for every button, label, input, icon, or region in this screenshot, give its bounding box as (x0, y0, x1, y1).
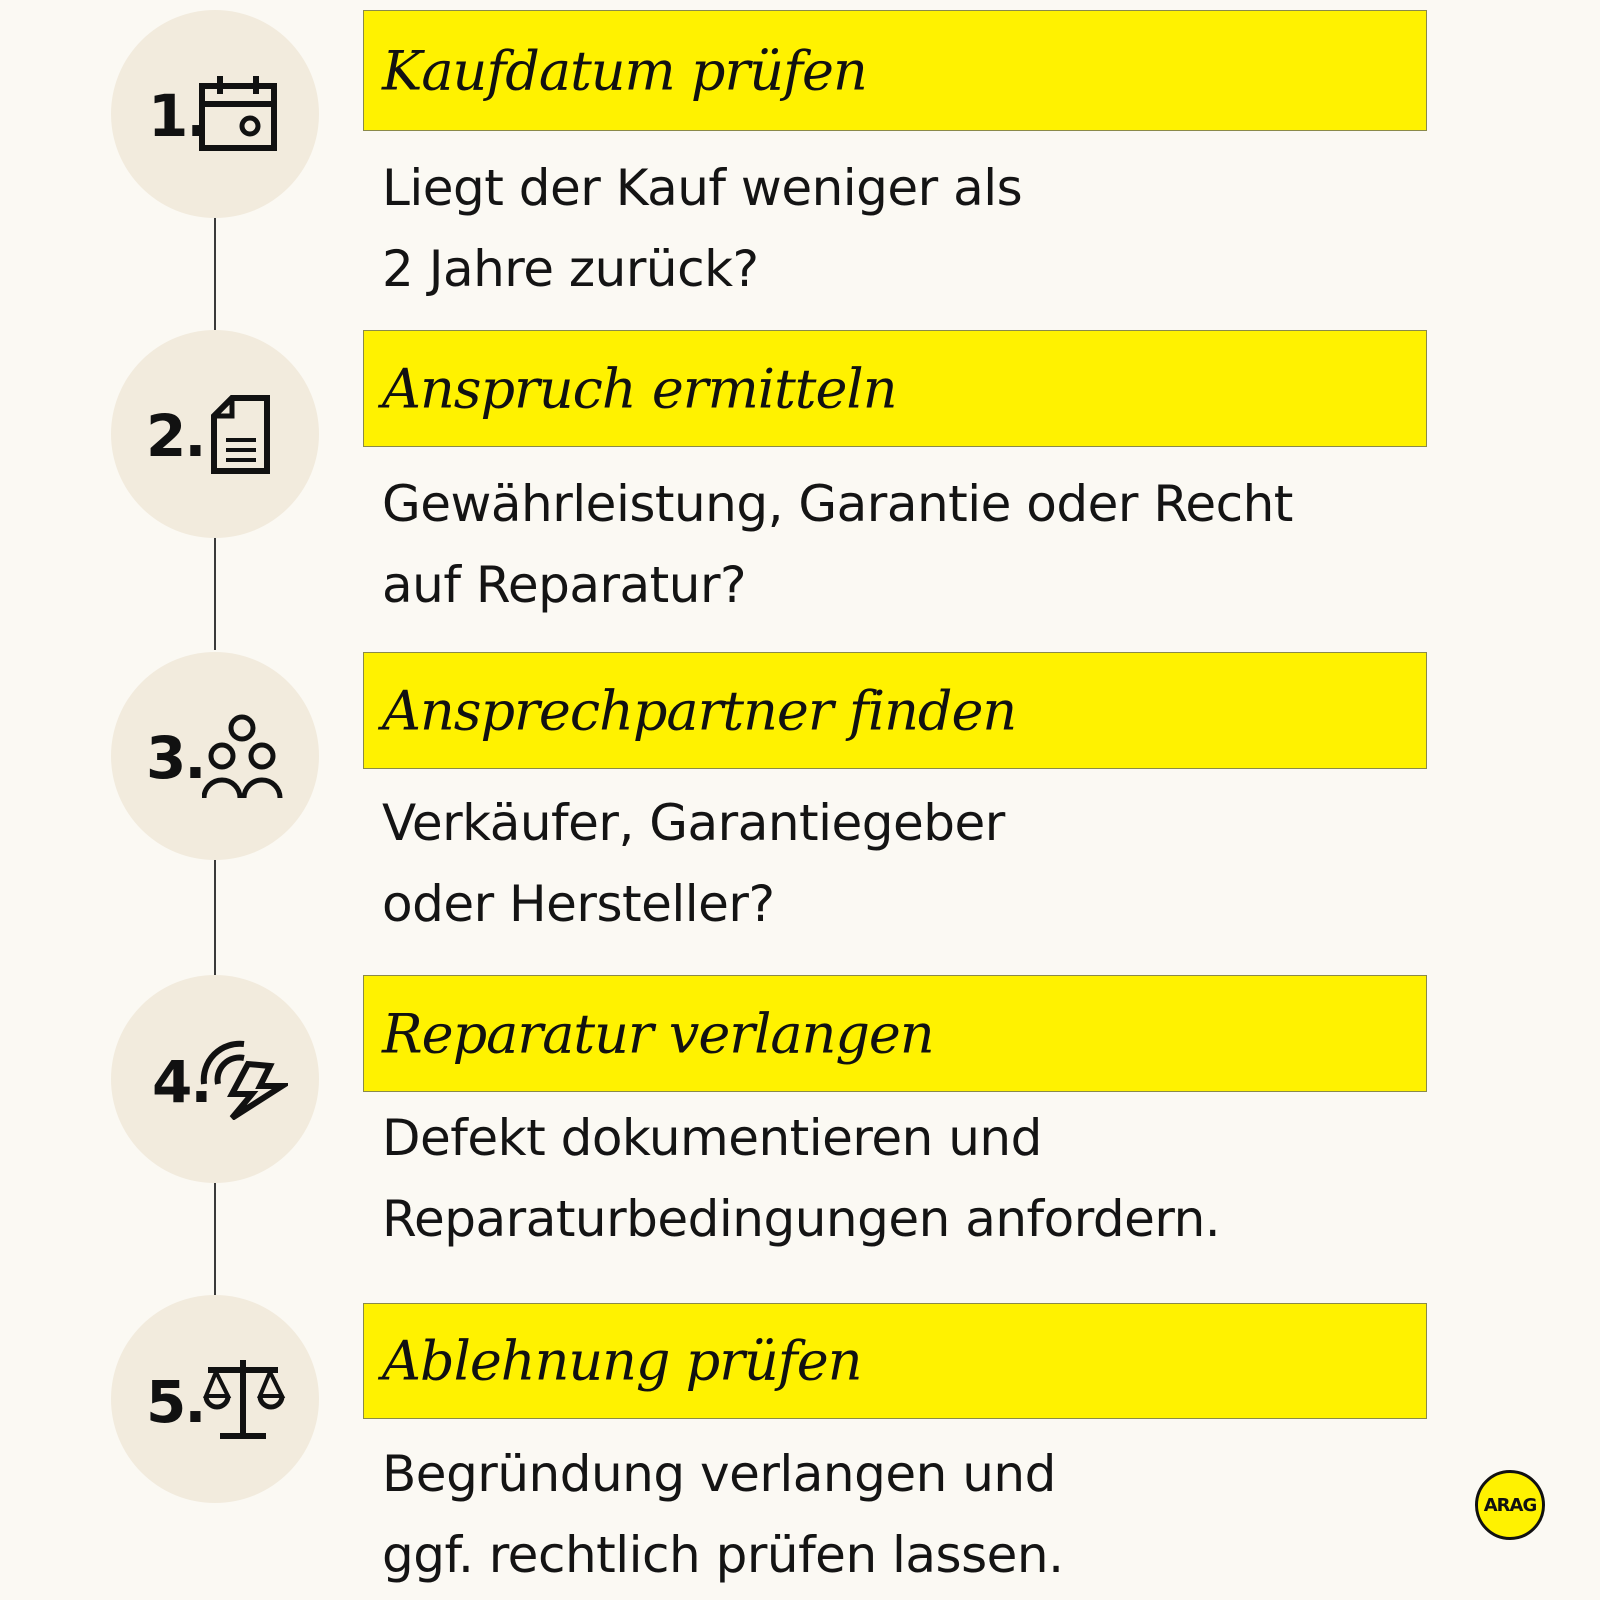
timeline-connector (214, 1180, 216, 1295)
step-title: Kaufdatum prüfen (382, 39, 867, 102)
step-title: Anspruch ermitteln (382, 357, 897, 420)
description-line: Verkäufer, Garantiegeber (382, 794, 1005, 852)
scales-icon (200, 1358, 286, 1440)
step-title-banner (363, 10, 1427, 131)
step-title: Ansprechpartner finden (382, 679, 1017, 742)
step-number: 4. (152, 1048, 211, 1116)
step-title: Ablehnung prüfen (382, 1329, 862, 1393)
arag-logo (1475, 1470, 1545, 1540)
description-line: Liegt der Kauf weniger als (382, 159, 1023, 217)
calendar-icon (198, 74, 282, 154)
step-title: Reparatur verlangen (382, 1002, 934, 1065)
step-title-banner (363, 330, 1427, 447)
timeline-connector (214, 215, 216, 330)
step-description (382, 1434, 1432, 1596)
description-line: Defekt dokumentieren und (382, 1109, 1042, 1167)
description-line: oder Hersteller? (382, 875, 775, 933)
step-title-banner (363, 975, 1427, 1092)
document-icon (210, 394, 272, 476)
step-title-banner (363, 652, 1427, 769)
people-icon (202, 714, 286, 800)
step-description (382, 1098, 1432, 1260)
step-number: 3. (146, 724, 205, 792)
description-line: ggf. rechtlich prüfen lassen. (382, 1526, 1064, 1584)
description-line: Begründung verlangen und (382, 1445, 1056, 1503)
step-description (382, 148, 1432, 310)
description-line: Gewährleistung, Garantie oder Recht (382, 475, 1293, 533)
description-line: 2 Jahre zurück? (382, 240, 759, 298)
lightning-signal-icon (198, 1036, 288, 1120)
step-number: 1. (148, 82, 207, 150)
timeline-connector (214, 855, 216, 975)
step-title-banner (363, 1303, 1427, 1419)
timeline-connector (214, 535, 216, 650)
step-number: 2. (146, 402, 205, 470)
step-description (382, 783, 1432, 945)
step-description (382, 464, 1432, 626)
description-line: Reparaturbedingungen anfordern. (382, 1190, 1221, 1248)
description-line: auf Reparatur? (382, 556, 747, 614)
logo-text: ARAG (1483, 1494, 1537, 1516)
step-number: 5. (146, 1368, 205, 1436)
